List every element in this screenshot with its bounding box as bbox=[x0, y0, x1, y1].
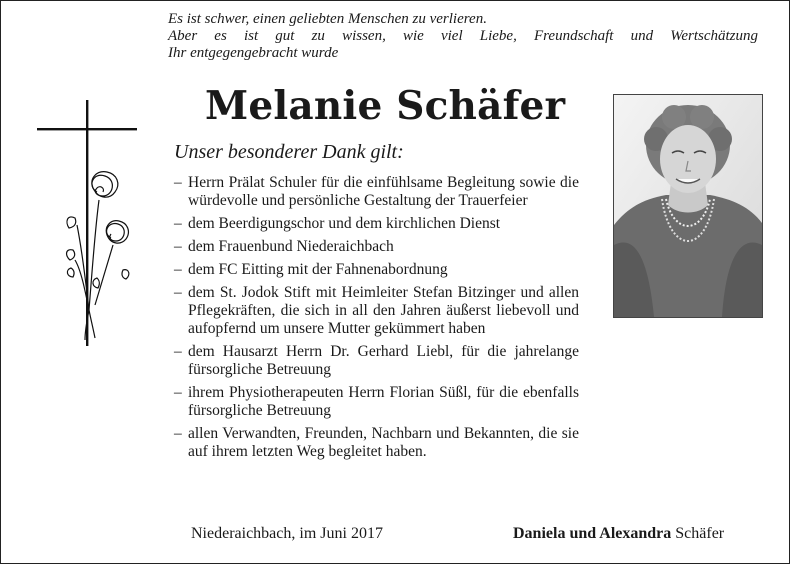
list-item-text: ihrem Physiotherapeuten Herrn Florian Süßl, für die ebenfalls fürsorgliche Betreuung bbox=[188, 384, 579, 419]
list-item bbox=[174, 343, 579, 379]
cross-icon bbox=[37, 100, 137, 350]
dash: – bbox=[174, 425, 182, 442]
list-item bbox=[174, 384, 579, 420]
list-item-text: dem FC Eitting mit der Fahnenabordnung bbox=[188, 261, 448, 278]
list-item bbox=[174, 261, 579, 279]
signers-surname: Schäfer bbox=[675, 525, 725, 542]
list-item bbox=[174, 284, 579, 338]
intro-line-3: Ihr entgegengebracht wurde bbox=[168, 45, 339, 61]
intro-text bbox=[168, 11, 758, 62]
list-item-text: Herrn Prälat Schuler für die einfühlsame Begleitung sowie die würdevolle und persönliche Gestaltung der Trauerfeier bbox=[188, 174, 579, 209]
dash: – bbox=[174, 238, 182, 255]
signers bbox=[513, 525, 724, 543]
list-item bbox=[174, 425, 579, 461]
thanks-list bbox=[174, 174, 579, 466]
list-item bbox=[174, 238, 579, 256]
list-item-text: dem Hausarzt Herrn Dr. Gerhard Liebl, für die jahrelange fürsorgliche Betreuung bbox=[188, 343, 579, 378]
rose-icon bbox=[67, 172, 129, 340]
dash: – bbox=[174, 343, 182, 360]
portrait-photo bbox=[613, 94, 763, 318]
dash: – bbox=[174, 215, 182, 232]
signers-names: Daniela und Alexandra bbox=[513, 525, 672, 542]
list-item-text: dem Frauenbund Niederaichbach bbox=[188, 238, 394, 255]
place-date: Niederaichbach, im Juni 2017 bbox=[191, 525, 383, 542]
thanks-heading: Unser besonderer Dank gilt: bbox=[174, 141, 404, 163]
list-item bbox=[174, 215, 579, 233]
deceased-name: Melanie Schäfer bbox=[205, 83, 566, 129]
dash: – bbox=[174, 174, 182, 191]
list-item-text: allen Verwandten, Freunden, Nachbarn und Bekannten, die sie auf ihrem letzten Weg begleitet haben. bbox=[188, 425, 579, 460]
intro-line-2: Aber es ist gut zu wissen, wie viel Liebe, Freundschaft und Wertschätzung bbox=[168, 28, 758, 44]
intro-line-1: Es ist schwer, einen geliebten Menschen zu verlieren. bbox=[168, 11, 487, 27]
list-item-text: dem Beerdigungschor und dem kirchlichen Dienst bbox=[188, 215, 501, 232]
dash: – bbox=[174, 384, 182, 401]
dash: – bbox=[174, 284, 182, 301]
list-item bbox=[174, 174, 579, 210]
dash: – bbox=[174, 261, 182, 278]
list-item-text: dem St. Jodok Stift mit Heimleiter Stefan Bitzinger und allen Pflegekräften, die sich in all den Jahren äußerst liebevoll und aufopfernd um unsere Mutter gekümmert haben bbox=[188, 284, 579, 337]
